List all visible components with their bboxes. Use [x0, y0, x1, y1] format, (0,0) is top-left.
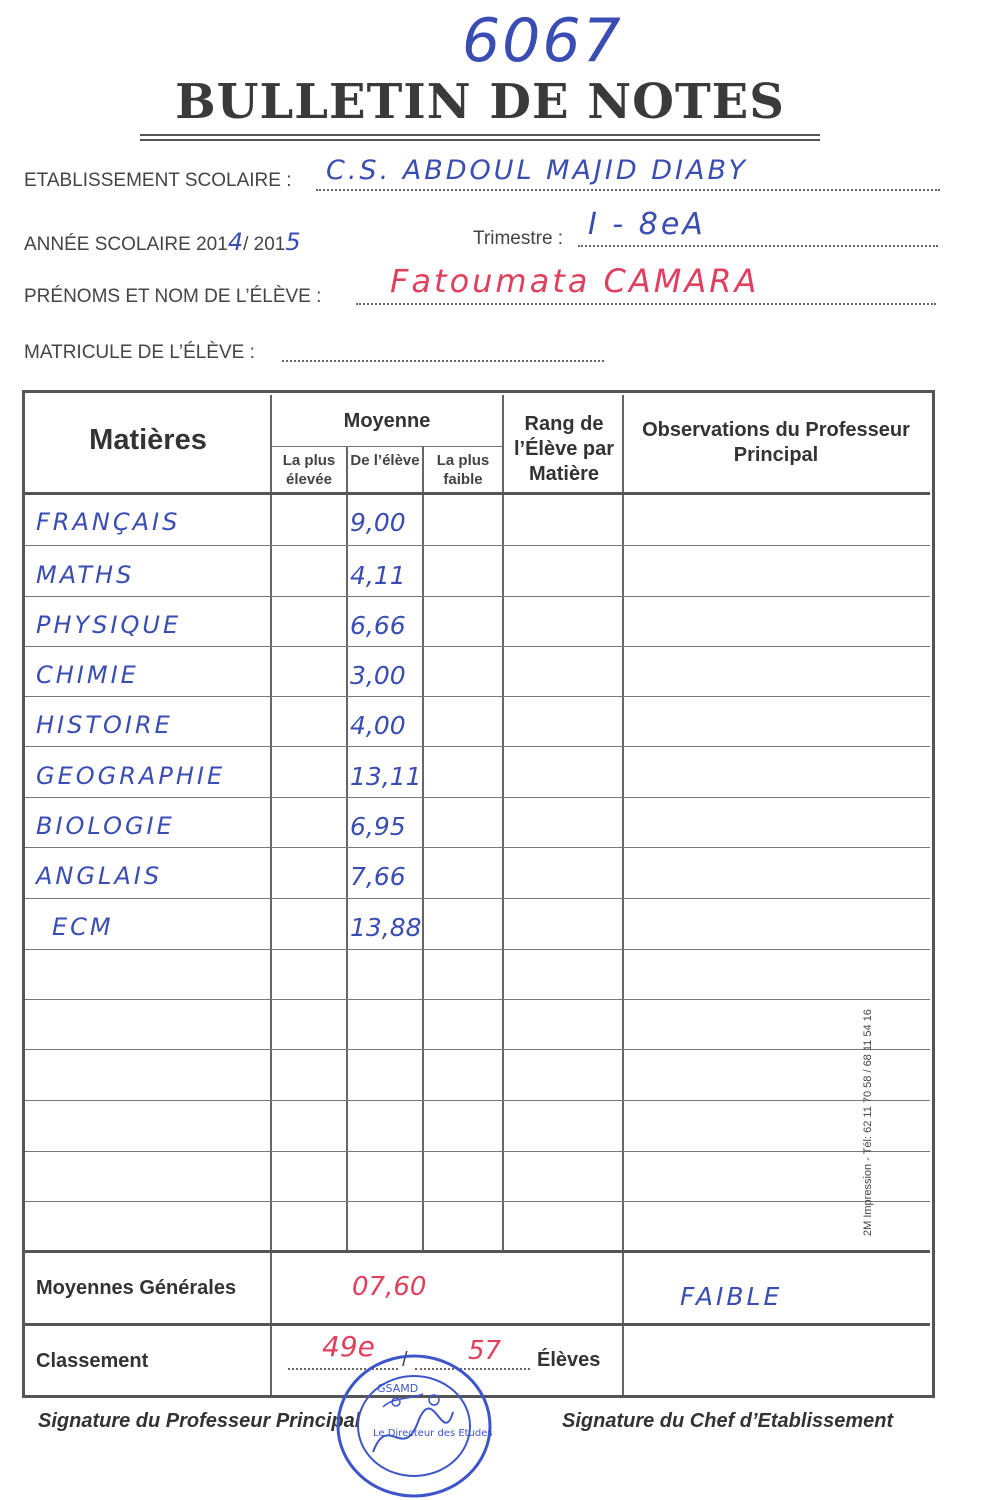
- matricule-label: MATRICULE DE L’ÉLÈVE :: [24, 342, 255, 363]
- header-student-mark: De l’élève: [350, 452, 420, 469]
- student-dotted-line: [356, 303, 936, 305]
- row-line: [25, 1100, 930, 1101]
- row-line: [25, 1151, 930, 1152]
- general-observation: FAIBLE: [680, 1282, 783, 1311]
- stamp-inner-top: GSAMD: [377, 1382, 419, 1395]
- general-average-label: Moyennes Générales: [36, 1277, 237, 1299]
- student-mark: 6,95: [350, 812, 406, 841]
- subject-name: MATHS: [36, 561, 135, 589]
- column-divider: [422, 446, 424, 1252]
- row-line: [25, 545, 930, 546]
- row-line: [25, 646, 930, 647]
- year-label-b: / 201: [243, 234, 286, 255]
- column-divider: [502, 395, 504, 1252]
- ranking-separator: /: [402, 1349, 408, 1371]
- school-value: C.S. ABDOUL MAJID DIABY: [326, 155, 748, 186]
- student-mark: 9,00: [350, 508, 406, 537]
- year-digit-b: 5: [285, 228, 301, 256]
- student-mark: 6,66: [350, 611, 406, 640]
- header-bottom-line: [25, 492, 930, 495]
- title-rule-top: [140, 134, 820, 136]
- year-label: [24, 228, 301, 256]
- school-dotted-line: [316, 189, 940, 191]
- subject-name: CHIMIE: [36, 661, 139, 689]
- term-value: I - 8eA: [588, 207, 706, 242]
- header-observations: Observations du Professeur Principal: [642, 419, 910, 466]
- serial-number: 6067: [462, 6, 623, 76]
- ranking-unit: Élèves: [537, 1349, 601, 1371]
- printer-credit: 2M Impression - Tél: 62 11 70 58 / 68 11 54 16: [862, 1009, 874, 1236]
- matricule-dotted-line: [282, 360, 604, 362]
- student-mark: 4,00: [350, 711, 406, 740]
- subject-name: FRANÇAIS: [36, 508, 181, 536]
- header-average: Moyenne: [343, 410, 431, 432]
- column-divider: [346, 446, 348, 1252]
- student-mark: 13,11: [350, 762, 422, 791]
- student-mark: 3,00: [350, 661, 406, 690]
- year-label-a: ANNÉE SCOLAIRE 201: [24, 234, 228, 255]
- subject-name: HISTOIRE: [36, 711, 173, 739]
- student-mark: 7,66: [350, 862, 406, 891]
- header-subjects: Matières: [89, 424, 207, 456]
- student-label: PRÉNOMS ET NOM DE L’ÉLÈVE :: [24, 286, 322, 307]
- subject-name: BIOLOGIE: [36, 812, 175, 840]
- row-line: [25, 999, 930, 1000]
- row-line: [25, 1201, 930, 1202]
- subject-name: GEOGRAPHIE: [36, 762, 226, 790]
- ranking-total: 57: [468, 1336, 502, 1366]
- stamp-inner-text: Le Directeur des Etudes: [373, 1428, 493, 1439]
- header-highest: La plus élevée: [282, 452, 336, 488]
- subject-name: ECM: [52, 913, 114, 941]
- grades-table: [22, 390, 935, 1398]
- school-label: ETABLISSEMENT SCOLAIRE :: [24, 170, 292, 191]
- row-line: [25, 1049, 930, 1050]
- row-line: [25, 898, 930, 899]
- subject-name: ANGLAIS: [36, 862, 163, 890]
- term-label: Trimestre :: [473, 228, 564, 249]
- summary-top-line: [25, 1250, 930, 1253]
- row-line: [25, 797, 930, 798]
- teacher-signature-label: Signature du Professeur Principal: [38, 1410, 361, 1432]
- title-rule-bottom: [140, 139, 820, 141]
- header-lowest: La plus faible: [436, 452, 490, 488]
- row-line: [25, 949, 930, 950]
- ranking-value: 49e: [322, 1330, 375, 1363]
- term-dotted-line: [578, 245, 938, 247]
- general-average-value: 07,60: [352, 1272, 427, 1302]
- school-stamp: [333, 1352, 495, 1500]
- subject-name: PHYSIQUE: [36, 611, 182, 639]
- page-title: BULLETIN DE NOTES: [175, 74, 785, 130]
- student-mark: 13,88: [350, 913, 422, 942]
- row-line: [25, 696, 930, 697]
- year-digit-a: 4: [227, 228, 244, 256]
- moyenne-subheader-line: [272, 446, 502, 447]
- ranking-label: Classement: [36, 1350, 149, 1372]
- header-rank: Rang de l’Élève par Matière: [513, 413, 615, 485]
- student-mark: 4,11: [350, 561, 406, 590]
- row-line: [25, 596, 930, 597]
- row-line: [25, 746, 930, 747]
- row-line: [25, 847, 930, 848]
- head-signature-label: Signature du Chef d’Etablissement: [562, 1410, 894, 1432]
- ranking-top-line: [25, 1323, 930, 1326]
- student-value: Fatoumata CAMARA: [390, 262, 760, 300]
